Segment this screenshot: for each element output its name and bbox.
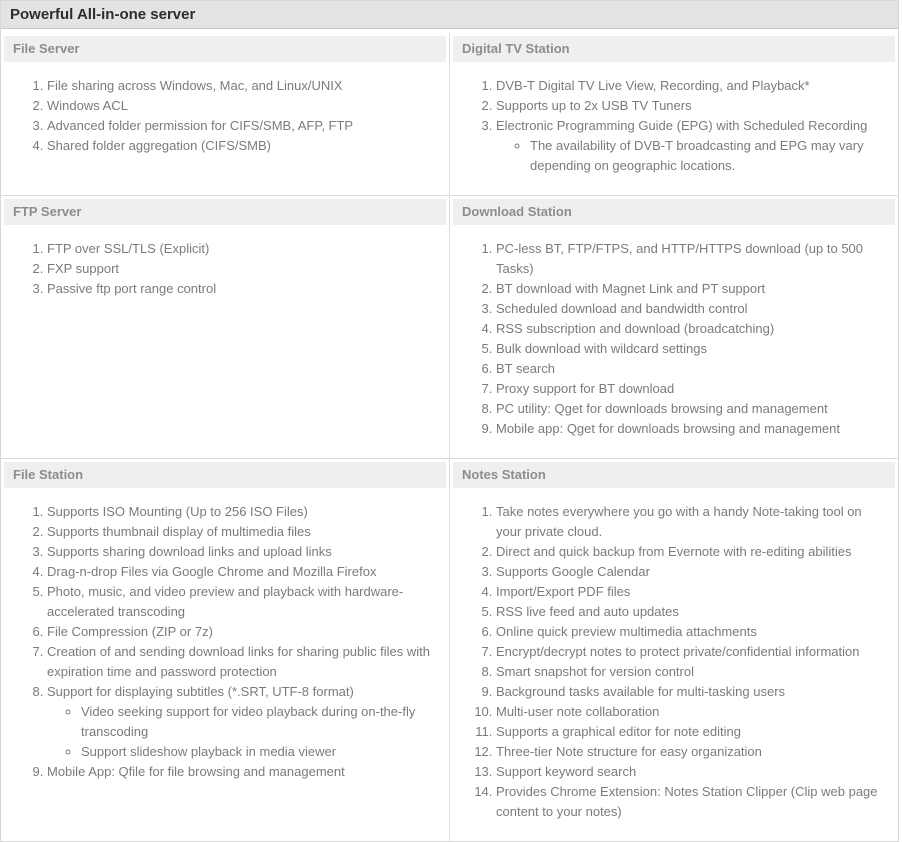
feature-item bbox=[47, 259, 440, 279]
feature-item-text: Advanced folder permission for CIFS/SMB, AFP, FTP bbox=[47, 118, 354, 133]
feature-item bbox=[496, 96, 889, 116]
feature-subitem: ◦ Video seeking support for video playback during on-the-fly transcoding bbox=[81, 702, 440, 742]
feature-sublist bbox=[47, 702, 440, 762]
feature-item bbox=[496, 379, 889, 399]
feature-item-text: FXP support bbox=[47, 261, 120, 276]
feature-item bbox=[496, 642, 889, 662]
feature-item bbox=[496, 542, 889, 562]
section-header: File Server bbox=[4, 36, 446, 62]
feature-item bbox=[47, 762, 440, 782]
feature-list bbox=[453, 76, 889, 176]
feature-item bbox=[496, 582, 889, 602]
feature-item-text: File Compression (ZIP or 7z) bbox=[47, 624, 213, 639]
feature-item-text: Supports thumbnail display of multimedia files bbox=[47, 524, 311, 539]
feature-item bbox=[47, 522, 440, 542]
feature-row bbox=[1, 459, 898, 842]
section-header: FTP Server bbox=[4, 199, 446, 225]
feature-item bbox=[496, 622, 889, 642]
feature-item bbox=[496, 279, 889, 299]
feature-item-text: RSS live feed and auto updates bbox=[496, 604, 679, 619]
section-header: Digital TV Station bbox=[453, 36, 895, 62]
feature-item bbox=[47, 76, 440, 96]
feature-cell bbox=[1, 33, 450, 196]
feature-item-text: Three-tier Note structure for easy organization bbox=[496, 744, 762, 759]
feature-item-text: Supports Google Calendar bbox=[496, 564, 650, 579]
section-header: File Station bbox=[4, 462, 446, 488]
feature-item bbox=[47, 136, 440, 156]
feature-item-text: Scheduled download and bandwidth control bbox=[496, 301, 748, 316]
feature-item-text: Encrypt/decrypt notes to protect private/confidential information bbox=[496, 644, 860, 659]
section-header: Notes Station bbox=[453, 462, 895, 488]
feature-item bbox=[47, 502, 440, 522]
feature-item bbox=[496, 299, 889, 319]
feature-item-text: Support keyword search bbox=[496, 764, 637, 779]
feature-item bbox=[496, 239, 889, 279]
feature-item bbox=[47, 96, 440, 116]
feature-item-text: PC utility: Qget for downloads browsing and management bbox=[496, 401, 828, 416]
feature-item bbox=[496, 419, 889, 439]
feature-item bbox=[496, 116, 889, 176]
feature-item bbox=[47, 582, 440, 622]
feature-item bbox=[496, 562, 889, 582]
feature-item-text: BT search bbox=[496, 361, 556, 376]
feature-item-text: DVB-T Digital TV Live View, Recording, and Playback* bbox=[496, 78, 810, 93]
feature-item bbox=[496, 602, 889, 622]
feature-item-text: Passive ftp port range control bbox=[47, 281, 217, 296]
feature-list bbox=[4, 502, 440, 782]
feature-item-text: Photo, music, and video preview and playback with hardware-accelerated transcoding bbox=[47, 584, 404, 619]
feature-cell bbox=[450, 33, 899, 196]
feature-cell bbox=[450, 459, 899, 842]
feature-item bbox=[496, 702, 889, 722]
feature-grid bbox=[1, 33, 898, 841]
feature-item bbox=[496, 359, 889, 379]
feature-item bbox=[496, 762, 889, 782]
feature-item bbox=[496, 682, 889, 702]
feature-list bbox=[4, 76, 440, 156]
feature-row bbox=[1, 33, 898, 196]
feature-subitem: ◦ The availability of DVB-T broadcasting and EPG may vary depending on geographic locations. bbox=[530, 136, 889, 176]
feature-item bbox=[496, 722, 889, 742]
feature-item-text: PC-less BT, FTP/FTPS, and HTTP/HTTPS download (up to 500 Tasks) bbox=[496, 241, 864, 276]
feature-item-text: Smart snapshot for version control bbox=[496, 664, 694, 679]
feature-item-text: BT download with Magnet Link and PT support bbox=[496, 281, 766, 296]
page-title: Powerful All-in-one server bbox=[1, 1, 898, 29]
feature-subitem: ◦ Support slideshow playback in media viewer bbox=[81, 742, 440, 762]
feature-item-text: Creation of and sending download links for sharing public files with expiration time and password protection bbox=[47, 644, 430, 679]
feature-item-text: Drag-n-drop Files via Google Chrome and Mozilla Firefox bbox=[47, 564, 377, 579]
feature-item-text: File sharing across Windows, Mac, and Linux/UNIX bbox=[47, 78, 343, 93]
feature-cell bbox=[1, 196, 450, 459]
feature-item-text: Proxy support for BT download bbox=[496, 381, 675, 396]
feature-row bbox=[1, 196, 898, 459]
feature-item-text: Supports a graphical editor for note editing bbox=[496, 724, 741, 739]
feature-item bbox=[47, 562, 440, 582]
feature-cell bbox=[450, 196, 899, 459]
feature-item-text: Mobile App: Qfile for file browsing and management bbox=[47, 764, 345, 779]
feature-item bbox=[47, 116, 440, 136]
feature-item bbox=[47, 279, 440, 299]
feature-item bbox=[496, 742, 889, 762]
feature-item-text: Multi-user note collaboration bbox=[496, 704, 660, 719]
feature-item-text: Support for displaying subtitles (*.SRT, UTF-8 format) bbox=[47, 684, 354, 699]
feature-item-text: RSS subscription and download (broadcatching) bbox=[496, 321, 775, 336]
feature-item-text: FTP over SSL/TLS (Explicit) bbox=[47, 241, 210, 256]
feature-list bbox=[453, 239, 889, 439]
feature-cell bbox=[1, 459, 450, 842]
feature-item bbox=[496, 339, 889, 359]
feature-item bbox=[47, 542, 440, 562]
feature-item-text: Supports ISO Mounting (Up to 256 ISO Files) bbox=[47, 504, 308, 519]
feature-item-text: Import/Export PDF files bbox=[496, 584, 631, 599]
feature-item bbox=[496, 76, 889, 96]
feature-item bbox=[47, 682, 440, 762]
feature-item-text: Supports sharing download links and upload links bbox=[47, 544, 332, 559]
feature-item bbox=[47, 239, 440, 259]
feature-list bbox=[4, 239, 440, 299]
feature-item-text: Online quick preview multimedia attachments bbox=[496, 624, 757, 639]
feature-item bbox=[496, 399, 889, 419]
feature-item bbox=[496, 319, 889, 339]
feature-item-text: Take notes everywhere you go with a handy Note-taking tool on your private cloud. bbox=[496, 504, 862, 539]
feature-item-text: Bulk download with wildcard settings bbox=[496, 341, 707, 356]
feature-item bbox=[496, 662, 889, 682]
feature-item-text: Shared folder aggregation (CIFS/SMB) bbox=[47, 138, 271, 153]
feature-item-text: Mobile app: Qget for downloads browsing and management bbox=[496, 421, 840, 436]
feature-item-text: Direct and quick backup from Evernote with re-editing abilities bbox=[496, 544, 852, 559]
feature-item bbox=[496, 502, 889, 542]
feature-item-text: Windows ACL bbox=[47, 98, 128, 113]
section-header: Download Station bbox=[453, 199, 895, 225]
feature-sublist bbox=[496, 136, 889, 176]
feature-item-text: Background tasks available for multi-tasking users bbox=[496, 684, 786, 699]
feature-item bbox=[496, 782, 889, 822]
feature-grid-body bbox=[1, 33, 898, 841]
feature-item-text: Provides Chrome Extension: Notes Station Clipper (Clip web page content to your notes) bbox=[496, 784, 878, 819]
feature-item-text: Supports up to 2x USB TV Tuners bbox=[496, 98, 692, 113]
feature-item-text: Electronic Programming Guide (EPG) with Scheduled Recording bbox=[496, 118, 868, 133]
feature-item bbox=[47, 622, 440, 642]
feature-item bbox=[47, 642, 440, 682]
feature-list bbox=[453, 502, 889, 822]
